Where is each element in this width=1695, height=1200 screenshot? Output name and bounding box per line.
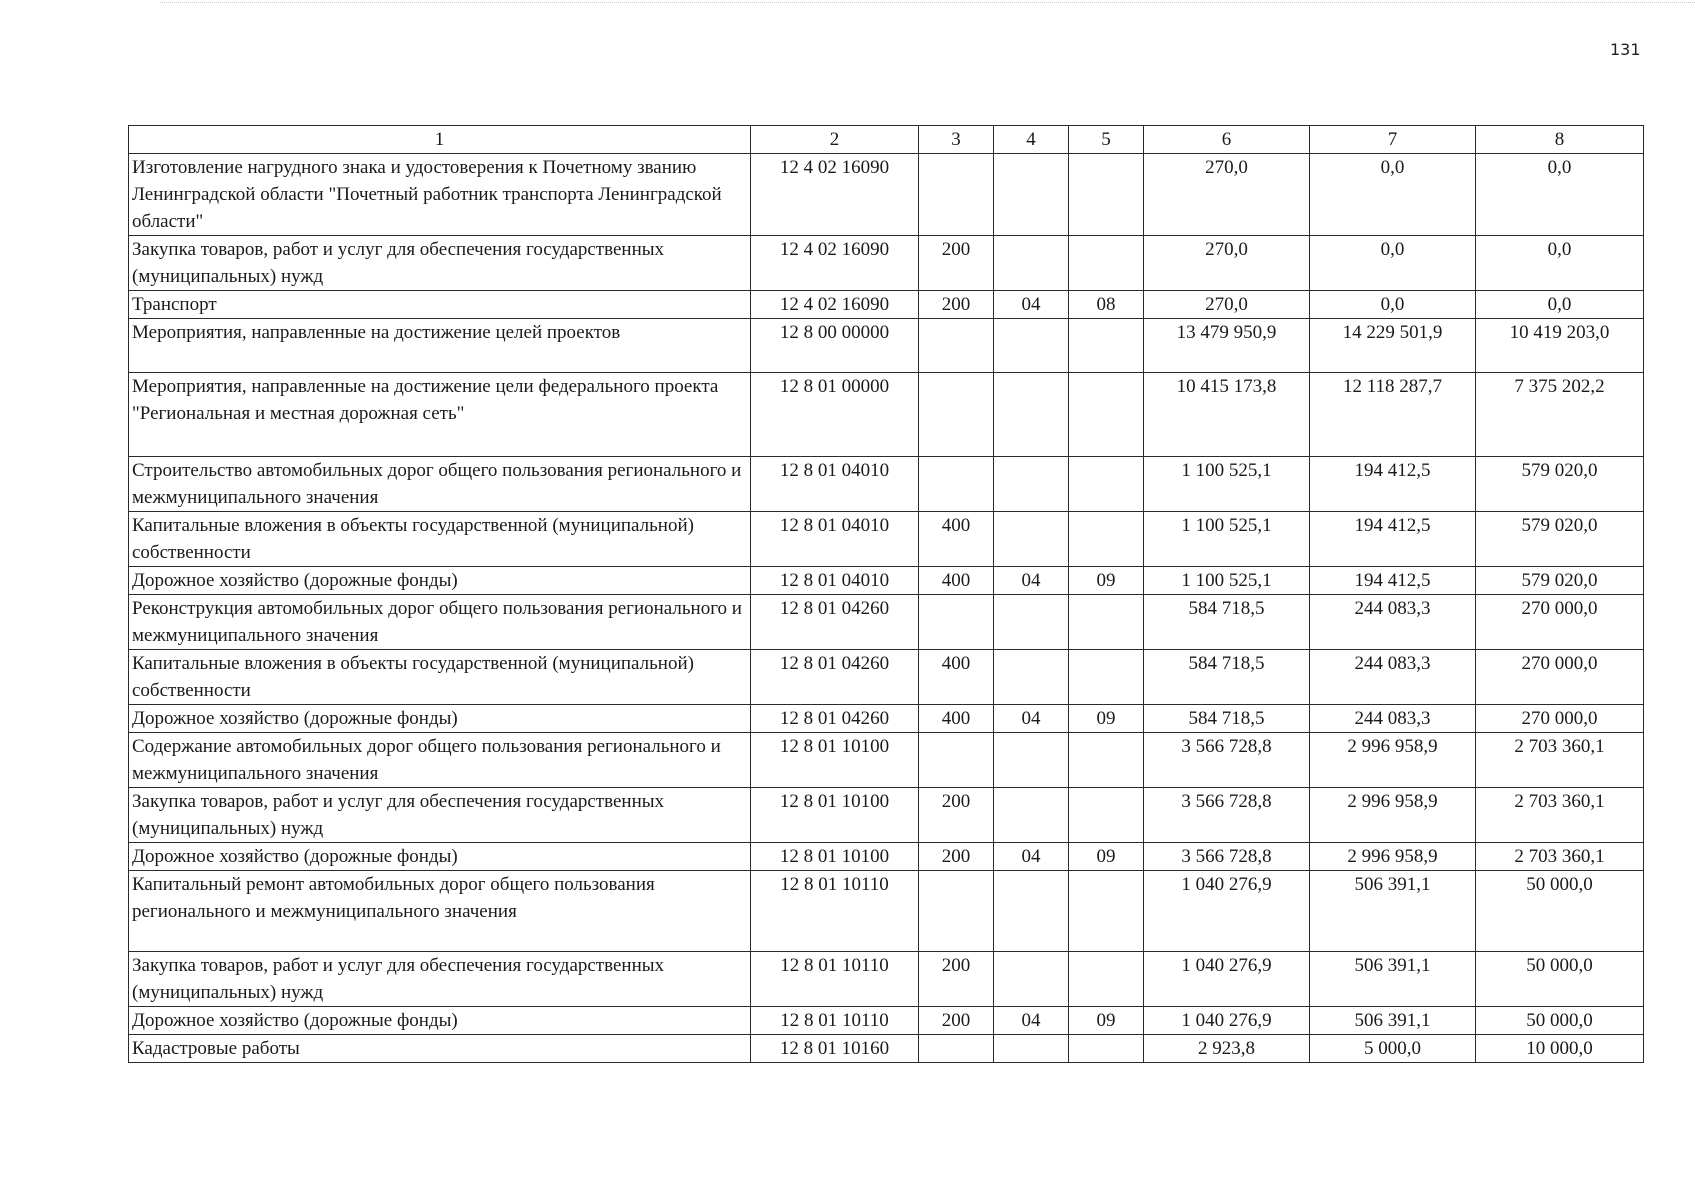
row-value-6: 270,0 <box>1144 291 1310 319</box>
row-name: Капитальный ремонт автомобильных дорог общего пользования регионального и межмуниципального значения <box>129 871 751 952</box>
row-value-7: 244 083,3 <box>1310 595 1476 650</box>
row-col5 <box>1069 512 1144 567</box>
table-row <box>129 650 1644 705</box>
row-value-8: 2 703 360,1 <box>1476 843 1644 871</box>
row-name: Мероприятия, направленные на достижение целей проектов <box>129 319 751 373</box>
row-value-8: 2 703 360,1 <box>1476 733 1644 788</box>
row-name: Дорожное хозяйство (дорожные фонды) <box>129 567 751 595</box>
row-col5 <box>1069 236 1144 291</box>
row-value-7: 244 083,3 <box>1310 650 1476 705</box>
row-code: 12 8 01 04260 <box>751 595 919 650</box>
budget-table <box>128 125 1644 1063</box>
row-col4: 04 <box>994 1007 1069 1035</box>
column-header: 4 <box>994 126 1069 154</box>
table-header-row <box>129 126 1644 154</box>
row-col4 <box>994 1035 1069 1063</box>
row-code: 12 8 00 00000 <box>751 319 919 373</box>
row-col3 <box>919 457 994 512</box>
table-row <box>129 952 1644 1007</box>
table-row <box>129 291 1644 319</box>
row-value-6: 1 100 525,1 <box>1144 512 1310 567</box>
row-col3: 400 <box>919 650 994 705</box>
row-value-8: 10 000,0 <box>1476 1035 1644 1063</box>
row-name: Строительство автомобильных дорог общего пользования регионального и межмуниципального значения <box>129 457 751 512</box>
row-value-7: 0,0 <box>1310 154 1476 236</box>
table-row <box>129 1007 1644 1035</box>
row-name: Транспорт <box>129 291 751 319</box>
row-col5 <box>1069 373 1144 457</box>
row-col5 <box>1069 733 1144 788</box>
row-value-8: 0,0 <box>1476 291 1644 319</box>
column-header: 8 <box>1476 126 1644 154</box>
row-value-6: 1 040 276,9 <box>1144 952 1310 1007</box>
row-col5 <box>1069 457 1144 512</box>
row-col5: 08 <box>1069 291 1144 319</box>
row-code: 12 8 01 04010 <box>751 567 919 595</box>
row-code: 12 8 01 00000 <box>751 373 919 457</box>
row-col3: 200 <box>919 788 994 843</box>
row-value-7: 506 391,1 <box>1310 952 1476 1007</box>
row-col3 <box>919 871 994 952</box>
row-col3: 200 <box>919 843 994 871</box>
row-code: 12 8 01 04260 <box>751 705 919 733</box>
row-col5 <box>1069 154 1144 236</box>
row-value-7: 2 996 958,9 <box>1310 733 1476 788</box>
row-code: 12 8 01 10110 <box>751 952 919 1007</box>
row-value-6: 1 040 276,9 <box>1144 1007 1310 1035</box>
row-value-7: 194 412,5 <box>1310 512 1476 567</box>
column-header: 6 <box>1144 126 1310 154</box>
row-col4 <box>994 650 1069 705</box>
row-col5: 09 <box>1069 843 1144 871</box>
table-row <box>129 1035 1644 1063</box>
row-value-8: 579 020,0 <box>1476 457 1644 512</box>
row-value-7: 5 000,0 <box>1310 1035 1476 1063</box>
row-col4 <box>994 373 1069 457</box>
row-col4 <box>994 595 1069 650</box>
row-col3 <box>919 733 994 788</box>
table-row <box>129 733 1644 788</box>
column-header: 7 <box>1310 126 1476 154</box>
row-col5 <box>1069 788 1144 843</box>
row-value-6: 1 040 276,9 <box>1144 871 1310 952</box>
scan-edge-line <box>160 2 1695 3</box>
row-value-8: 50 000,0 <box>1476 1007 1644 1035</box>
table-row <box>129 705 1644 733</box>
row-name: Реконструкция автомобильных дорог общего пользования регионального и межмуниципального значения <box>129 595 751 650</box>
row-code: 12 8 01 10100 <box>751 843 919 871</box>
row-value-8: 270 000,0 <box>1476 595 1644 650</box>
row-value-6: 13 479 950,9 <box>1144 319 1310 373</box>
row-value-6: 584 718,5 <box>1144 595 1310 650</box>
row-value-8: 0,0 <box>1476 154 1644 236</box>
row-col3 <box>919 595 994 650</box>
row-col5: 09 <box>1069 1007 1144 1035</box>
row-col4 <box>994 319 1069 373</box>
row-value-7: 14 229 501,9 <box>1310 319 1476 373</box>
row-value-8: 2 703 360,1 <box>1476 788 1644 843</box>
row-name: Капитальные вложения в объекты государственной (муниципальной) собственности <box>129 512 751 567</box>
row-code: 12 8 01 10100 <box>751 788 919 843</box>
row-name: Мероприятия, направленные на достижение цели федерального проекта "Региональная и местная дорожная сеть" <box>129 373 751 457</box>
row-name: Закупка товаров, работ и услуг для обеспечения государственных (муниципальных) нужд <box>129 952 751 1007</box>
column-header: 1 <box>129 126 751 154</box>
row-col4 <box>994 788 1069 843</box>
row-value-7: 0,0 <box>1310 291 1476 319</box>
row-value-8: 50 000,0 <box>1476 871 1644 952</box>
table-row <box>129 843 1644 871</box>
row-name: Кадастровые работы <box>129 1035 751 1063</box>
table-row <box>129 871 1644 952</box>
row-value-7: 506 391,1 <box>1310 1007 1476 1035</box>
row-col4 <box>994 457 1069 512</box>
row-col5 <box>1069 952 1144 1007</box>
row-name: Дорожное хозяйство (дорожные фонды) <box>129 1007 751 1035</box>
table-row <box>129 319 1644 373</box>
row-value-7: 194 412,5 <box>1310 567 1476 595</box>
row-col5 <box>1069 871 1144 952</box>
row-col4 <box>994 952 1069 1007</box>
row-col5 <box>1069 595 1144 650</box>
row-name: Дорожное хозяйство (дорожные фонды) <box>129 705 751 733</box>
row-name: Капитальные вложения в объекты государственной (муниципальной) собственности <box>129 650 751 705</box>
row-col4 <box>994 871 1069 952</box>
table-row <box>129 154 1644 236</box>
column-header: 2 <box>751 126 919 154</box>
row-col3: 400 <box>919 512 994 567</box>
row-col3 <box>919 373 994 457</box>
row-col5 <box>1069 650 1144 705</box>
row-value-6: 3 566 728,8 <box>1144 788 1310 843</box>
row-col5: 09 <box>1069 705 1144 733</box>
row-col4: 04 <box>994 843 1069 871</box>
row-name: Дорожное хозяйство (дорожные фонды) <box>129 843 751 871</box>
row-value-7: 506 391,1 <box>1310 871 1476 952</box>
row-value-7: 194 412,5 <box>1310 457 1476 512</box>
row-value-8: 50 000,0 <box>1476 952 1644 1007</box>
row-value-8: 270 000,0 <box>1476 705 1644 733</box>
table-row <box>129 788 1644 843</box>
row-code: 12 8 01 10110 <box>751 1007 919 1035</box>
row-col4: 04 <box>994 567 1069 595</box>
row-col5: 09 <box>1069 567 1144 595</box>
row-col3: 200 <box>919 291 994 319</box>
row-col4 <box>994 236 1069 291</box>
table-row <box>129 567 1644 595</box>
row-value-8: 579 020,0 <box>1476 567 1644 595</box>
row-code: 12 8 01 04010 <box>751 512 919 567</box>
page-number: 131 <box>1610 40 1641 59</box>
row-col5 <box>1069 1035 1144 1063</box>
row-col3 <box>919 1035 994 1063</box>
row-col3 <box>919 154 994 236</box>
row-col5 <box>1069 319 1144 373</box>
row-col3: 200 <box>919 952 994 1007</box>
row-col4 <box>994 512 1069 567</box>
column-header: 3 <box>919 126 994 154</box>
row-col4 <box>994 154 1069 236</box>
row-value-7: 2 996 958,9 <box>1310 788 1476 843</box>
row-value-7: 0,0 <box>1310 236 1476 291</box>
row-code: 12 8 01 04010 <box>751 457 919 512</box>
row-value-8: 579 020,0 <box>1476 512 1644 567</box>
row-col3: 200 <box>919 1007 994 1035</box>
row-value-6: 10 415 173,8 <box>1144 373 1310 457</box>
table-row <box>129 457 1644 512</box>
row-value-6: 3 566 728,8 <box>1144 843 1310 871</box>
row-code: 12 8 01 10160 <box>751 1035 919 1063</box>
row-col4: 04 <box>994 705 1069 733</box>
row-name: Содержание автомобильных дорог общего пользования регионального и межмуниципального значения <box>129 733 751 788</box>
table-row <box>129 512 1644 567</box>
column-header: 5 <box>1069 126 1144 154</box>
row-value-6: 3 566 728,8 <box>1144 733 1310 788</box>
table-row <box>129 595 1644 650</box>
row-value-6: 270,0 <box>1144 236 1310 291</box>
row-name: Закупка товаров, работ и услуг для обеспечения государственных (муниципальных) нужд <box>129 788 751 843</box>
row-col3 <box>919 319 994 373</box>
row-code: 12 4 02 16090 <box>751 236 919 291</box>
row-col3: 400 <box>919 567 994 595</box>
row-col4 <box>994 733 1069 788</box>
row-value-8: 10 419 203,0 <box>1476 319 1644 373</box>
row-value-6: 1 100 525,1 <box>1144 567 1310 595</box>
row-code: 12 4 02 16090 <box>751 291 919 319</box>
row-value-6: 584 718,5 <box>1144 650 1310 705</box>
row-value-8: 7 375 202,2 <box>1476 373 1644 457</box>
row-value-7: 244 083,3 <box>1310 705 1476 733</box>
row-value-8: 0,0 <box>1476 236 1644 291</box>
row-value-6: 2 923,8 <box>1144 1035 1310 1063</box>
row-code: 12 8 01 10110 <box>751 871 919 952</box>
row-value-7: 12 118 287,7 <box>1310 373 1476 457</box>
row-code: 12 8 01 10100 <box>751 733 919 788</box>
row-value-6: 584 718,5 <box>1144 705 1310 733</box>
row-code: 12 8 01 04260 <box>751 650 919 705</box>
row-col3: 400 <box>919 705 994 733</box>
row-value-8: 270 000,0 <box>1476 650 1644 705</box>
row-name: Закупка товаров, работ и услуг для обеспечения государственных (муниципальных) нужд <box>129 236 751 291</box>
row-col3: 200 <box>919 236 994 291</box>
row-value-6: 270,0 <box>1144 154 1310 236</box>
row-col4: 04 <box>994 291 1069 319</box>
row-value-7: 2 996 958,9 <box>1310 843 1476 871</box>
row-value-6: 1 100 525,1 <box>1144 457 1310 512</box>
table-row <box>129 236 1644 291</box>
table-row <box>129 373 1644 457</box>
row-name: Изготовление нагрудного знака и удостоверения к Почетному званию Ленинградской области "Почетный работник транспорта Ленинградской области" <box>129 154 751 236</box>
row-code: 12 4 02 16090 <box>751 154 919 236</box>
